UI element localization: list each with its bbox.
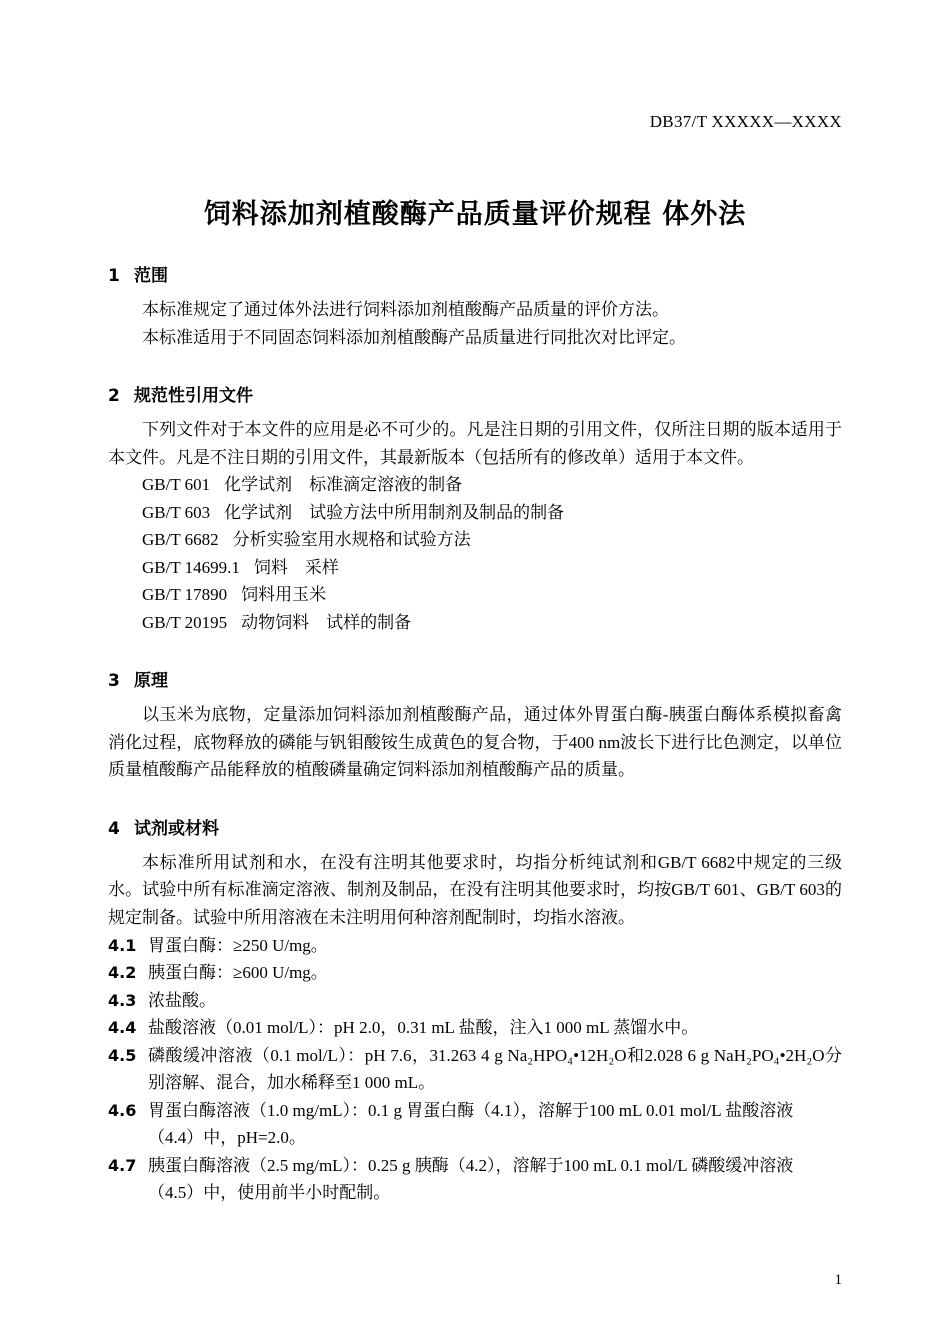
reference-code: GB/T 601	[142, 475, 211, 495]
reference-item	[108, 609, 842, 637]
list-item	[108, 1152, 842, 1180]
subclause-number: 4.1	[108, 935, 137, 955]
subclause-number: 4.6	[108, 1100, 137, 1120]
section-number-2: 2	[108, 386, 120, 407]
section-2-paragraph-1: 下列文件对于本文件的应用是必不可少的。凡是注日期的引用文件，仅所注日期的版本适用于本文件。凡是不注日期的引用文件，其最新版本（包括所有的修改单）适用于本文件。	[108, 420, 842, 467]
reference-name: 饲料 采样	[253, 557, 339, 577]
list-item	[108, 1097, 842, 1125]
reference-code: GB/T 603	[142, 502, 211, 522]
reference-code: GB/T 6682	[142, 530, 219, 550]
reference-name: 化学试剂 标准滴定溶液的制备	[224, 475, 463, 495]
reference-name: 化学试剂 试验方法中所用制剂及制品的制备	[224, 502, 565, 522]
section-number-4: 4	[108, 818, 120, 839]
reference-code: GB/T 20195	[142, 612, 228, 632]
section-3-paragraph-1: 以玉米为底物，定量添加饲料添加剂植酸酶产品，通过体外胃蛋白酶-胰蛋白酶体系模拟畜禽消化过程，底物释放的磷能与钒钼酸铵生成黄色的复合物，于400 nm波长下进行比色测定，以单位质量植酸酶产品能释放的植酸磷量确定饲料添加剂植酸酶产品的质量。	[108, 705, 842, 780]
subclause-number: 4.2	[108, 963, 137, 983]
subclause-continuation: （4.5）中，使用前半小时配制。	[148, 1183, 391, 1203]
subclause-text: 胃蛋白酶溶液（1.0 mg/mL）：0.1 g 胃蛋白酶（4.1），溶解于100 mL 0.01 mol/L 盐酸溶液	[148, 1100, 794, 1120]
list-item	[108, 959, 842, 987]
page-number: 1	[834, 1272, 842, 1288]
list-item	[108, 1042, 842, 1097]
section-title-2: 规范性引用文件	[134, 386, 253, 407]
list-item	[108, 932, 842, 960]
subclause-text: 胰蛋白酶：≥600 U/mg。	[148, 963, 328, 983]
section-heading-3	[108, 666, 842, 691]
subclause-text: 盐酸溶液（0.01 mol/L）：pH 2.0，0.31 mL 盐酸，注入1 000 mL 蒸馏水中。	[148, 1018, 699, 1038]
section-1-paragraph-2: 本标准适用于不同固态饲料添加剂植酸酶产品质量进行同批次对比评定。	[142, 327, 686, 347]
standard-code: DB37/T XXXXX—XXXX	[649, 112, 842, 131]
subclause-number: 4.4	[108, 1018, 137, 1038]
reference-name: 动物饲料 试样的制备	[241, 612, 412, 632]
section-title-1: 范围	[134, 266, 168, 286]
reference-item	[108, 526, 842, 554]
page-header	[108, 0, 842, 132]
subclause-text: 胃蛋白酶：≥250 U/mg。	[148, 935, 328, 955]
reference-item	[108, 554, 842, 582]
subclause-text: 胰蛋白酶溶液（2.5 mg/mL）：0.25 g 胰酶（4.2），溶解于100 mL 0.1 mol/L 磷酸缓冲溶液	[148, 1155, 794, 1175]
reference-code: GB/T 14699.1	[142, 557, 240, 577]
reference-code: GB/T 17890	[142, 585, 228, 605]
section-number-3: 3	[108, 671, 120, 692]
subclause-number: 4.3	[108, 990, 137, 1010]
section-title-4: 试剂或材料	[134, 818, 219, 839]
subclause-number: 4.5	[108, 1045, 137, 1065]
section-heading-1	[108, 261, 842, 286]
section-number-1: 1	[108, 266, 120, 286]
reference-item	[108, 581, 842, 609]
section-heading-2	[108, 381, 842, 406]
subclause-text: 浓盐酸。	[148, 990, 216, 1010]
reference-name: 饲料用玉米	[241, 585, 327, 605]
section-1-paragraph-1: 本标准规定了通过体外法进行饲料添加剂植酸酶产品质量的评价方法。	[142, 300, 669, 319]
document-title: 饲料添加剂植酸酶产品质量评价规程 体外法	[203, 199, 747, 230]
section-title-3: 原理	[134, 671, 168, 692]
subclause-number: 4.7	[108, 1155, 137, 1175]
list-item	[108, 987, 842, 1015]
subclause-continuation: （4.4）中，pH=2.0。	[148, 1128, 306, 1148]
section-4-paragraph-1: 本标准所用试剂和水，在没有注明其他要求时，均指分析纯试剂和GB/T 6682中规定的三级水。试验中所有标准滴定溶液、制剂及制品，在没有注明其他要求时，均按GB/T 601、GB/T 603的规定制备。试验中所用溶液在未注明用何种溶剂配制时，均指水溶液。	[108, 852, 842, 927]
reference-item	[108, 499, 842, 527]
section-heading-4	[108, 814, 842, 839]
reference-name: 分析实验室用水规格和试验方法	[232, 530, 471, 550]
subclause-text: 磷酸缓冲溶液（0.1 mol/L）：pH 7.6，31.263 4 g Na₂HPO₄•12H₂O和2.028 6 g NaH₂PO₄•2H₂O分别溶解、混合，加水稀释至1 000 mL。	[148, 1045, 842, 1093]
list-item	[108, 1014, 842, 1042]
reference-item	[108, 471, 842, 499]
